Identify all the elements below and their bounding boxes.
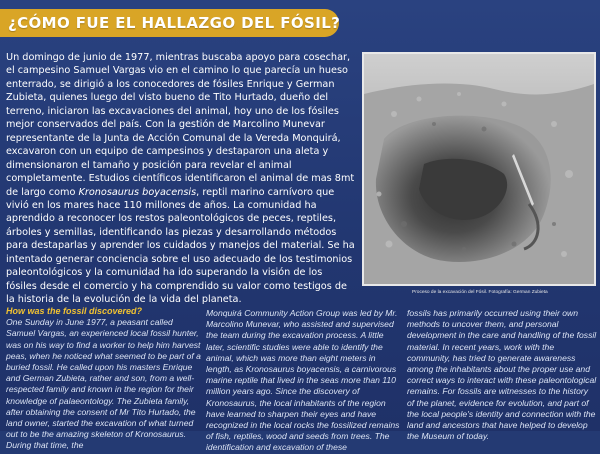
english-text-3: fossils has primarily occurred using their own methods to uncover them, and personal development in the care and handling of the fossil material. In recent years, work with the community, has tried to generate awareness among the inhabitants about the proper use and correct ways to interact with these paleontological remains. For fossils are witnesses to the history of the planet, evidence for evolution, and part of the local people's identity and connection with the land and ancestors that have helped to develop the Museum of today.: [407, 308, 597, 442]
english-column-2: [206, 308, 402, 454]
english-text-2: Monquirá Community Action Group was led by Mr. Marcolino Munevar, who assisted and supervised the team during the excavation process. A little later, scientific studies were able to identify the animal, which was more than eight meters in length, as Kronosaurus boyacensis, a carnivorous marine reptile that lived in the seas more than 110 million years ago. Since the discovery of Kronosaurus, the local inhabitants of the region have learned to sharpen their eyes and have recognized in the local rocks the fossilized remains of fish, reptiles, wood and seeds from trees. The identification and excavation of these: [206, 308, 400, 453]
english-column-1: [6, 306, 201, 452]
excavation-photo: [364, 54, 594, 284]
photo-caption: Proceso de la excavación del Fósil. Fotografía: German Zubieta: [412, 290, 548, 295]
excavation-photo-frame: [362, 52, 596, 286]
title-banner: [0, 9, 339, 37]
panel-title: ¿CÓMO FUE EL HALLAZGO DEL FÓSIL?: [8, 14, 341, 32]
spanish-text-part1: Un domingo de junio de 1977, mientras buscaba apoyo para cosechar, el campesino Samuel Vargas vio en el camino lo que parecía un hueso enterrado, se dirigió a los conocedores de fósiles Enrique y German Zubieta, quienes luego del visto bueno de Tito Hurtado, dueño del terreno, iniciaron las excavaciones del animal, hoy uno de los fósiles mejor conservados del país. Con la gestión de Marcolino Munevar representante de la Junta de Acción Comunal de la Vereda Monquirá, excavaron con un equipo de campesinos y destaparon una aleta y dimensionaron el tamaño y posición para revelar el animal completamente. Estudios científicos identificaron el animal de mas 8mt de largo como: [6, 52, 355, 198]
spanish-paragraph: [6, 51, 356, 307]
spanish-text-part2: , reptil marino carnívoro que vivió en los mares hace 110 millones de años. La comunidad ha aprendido a reconocer los restos paleontológicos de peces, reptiles, árboles y semillas, identificando las piezas y desarrollando métodos para destaparlas y aprender los cuidados y manejos del material. Se ha intentado generar conciencia sobre el uso adecuado de los testimonios paleontológicos y la comunidad ha ido superando la visión de los fósiles desde el comercio y ha comprendido su valor como testigos de la historia de la evolución de la vida del planeta.: [6, 186, 355, 306]
english-text-1: One Sunday in June 1977, a peasant called Samuel Vargas, an experienced local fossil hunter, was on his way to find a worker to help him harvest peas, when he noticed what seemed to be part of a buried fossil. He called upon his masters Enrique and German Zubieta, rather and son, from a well-respected family and known in the region for their knowledge of palaeontology. The Zubieta family, after obtaining the consent of Mr Tito Hurtado, the land owner, started the excavation of what turned out to be the amazing skeleton of Kronosaurus. During that time, the: [6, 317, 201, 451]
english-heading: How was the fossil discovered?: [6, 306, 143, 316]
english-column-3: [407, 308, 597, 442]
spanish-text-block: [6, 51, 356, 307]
species-name: Kronosaurus boyacensis: [78, 186, 197, 198]
